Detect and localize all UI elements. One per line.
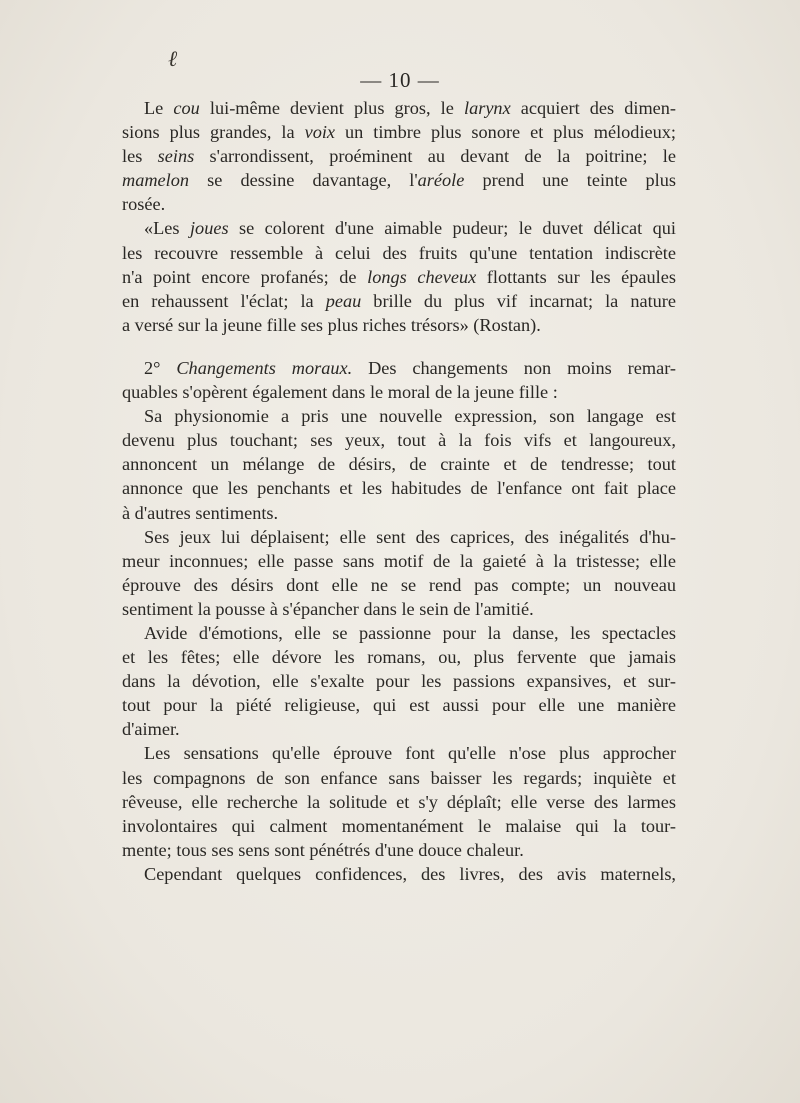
text-line: «Les joues se colorent d'une aimable pudeur; le duvet délicat qui [144, 218, 676, 239]
page-number: — 10 — [360, 68, 440, 92]
text-line: involontaires qui calment momentanément le malaise qui la tour- [122, 815, 676, 836]
text-line: les seins s'arrondissent, proéminent au devant de la poitrine; le [122, 146, 676, 167]
paragraph-confidences [122, 862, 676, 886]
text-line: annonce que les penchants et les habitudes de l'enfance ont fait place [122, 478, 676, 499]
italic-term: joues [189, 218, 229, 239]
text-line: dans la dévotion, elle s'exalte pour les passions expansives, et sur- [122, 671, 676, 692]
text-line: Avide d'émotions, elle se passionne pour la danse, les spectacles [144, 622, 676, 643]
text-line: rêveuse, elle recherche la solitude et s'y déplaît; elle verse des larmes [122, 791, 676, 812]
text-line: éprouve des désirs dont elle ne se rend pas compte; un nouveau [122, 574, 676, 595]
text-line: Le cou lui-même devient plus gros, le larynx acquiert des dimen- [144, 98, 677, 118]
text-line: a versé sur la jeune fille ses plus riches trésors» (Rostan). [122, 314, 541, 335]
italic-term: voix [304, 122, 336, 143]
paragraph-games [122, 525, 676, 621]
paragraph-rostan-quote [122, 216, 676, 336]
italic-term: seins [157, 146, 195, 167]
text-line: Ses jeux lui déplaisent; elle sent des caprices, des inégalités d'hu- [144, 526, 676, 547]
paragraph-emotions [122, 621, 676, 741]
text-line: sions plus grandes, la voix un timbre plus sonore et plus mélodieux; [122, 122, 677, 143]
text-line: mamelon se dessine davantage, l'aréole prend une teinte plus [122, 170, 676, 191]
italic-term: larynx [463, 98, 511, 118]
text-line: tout pour la piété religieuse, qui est aussi pour elle une manière [122, 695, 676, 716]
paragraph-physical-changes [122, 96, 676, 216]
text-line: n'a point encore profanés; de longs cheveux flottants sur les épaules [122, 266, 676, 287]
text-line: 2° Changements moraux. Des changements non moins remar- [144, 357, 676, 378]
paragraph-physiognomy [122, 404, 676, 524]
paragraph-sensations [122, 741, 676, 861]
text-line: les recouvre ressemble à celui des fruits qu'une tentation indiscrète [122, 242, 676, 263]
text-line: annoncent un mélange de désirs, de crainte et de tendresse; tout [122, 454, 676, 475]
text-line: rosée. [122, 194, 166, 215]
text-line: devenu plus touchant; ses yeux, tout à la fois vifs et langoureux, [122, 430, 676, 451]
text-line: Cependant quelques confidences, des livres, des avis maternels, [144, 863, 676, 884]
stray-ink-mark: ℓ [168, 46, 178, 71]
text-line: en rehaussent l'éclat; la peau brille du plus vif incarnat; la nature [122, 290, 676, 311]
text-line: et les fêtes; elle dévore les romans, ou, plus fervente que jamais [122, 647, 676, 668]
paragraph-moral-changes-heading [122, 356, 676, 404]
text-line: à d'autres sentiments. [122, 502, 279, 523]
italic-term: mamelon [122, 170, 190, 191]
italic-term: Changements moraux. [176, 357, 353, 378]
text-line: les compagnons de son enfance sans baisser les regards; inquiète et [122, 767, 676, 788]
text-line: d'aimer. [122, 719, 180, 740]
text-line: quables s'opèrent également dans le moral de la jeune fille : [122, 382, 558, 403]
italic-term: longs cheveux [367, 266, 477, 287]
text-line: Les sensations qu'elle éprouve font qu'elle n'ose plus approcher [144, 743, 676, 764]
italic-term: aréole [417, 170, 465, 191]
text-line: meur inconnues; elle passe sans motif de la gaieté à la tristesse; elle [122, 550, 676, 571]
italic-term: peau [325, 290, 362, 311]
text-line: mente; tous ses sens sont pénétrés d'une douce chaleur. [122, 839, 524, 860]
section-gap [122, 337, 676, 356]
body-text [122, 96, 676, 886]
text-line: Sa physionomie a pris une nouvelle expression, son langage est [144, 406, 676, 427]
text-line: sentiment la pousse à s'épancher dans le sein de l'amitié. [122, 598, 534, 619]
italic-term: cou [173, 98, 200, 118]
